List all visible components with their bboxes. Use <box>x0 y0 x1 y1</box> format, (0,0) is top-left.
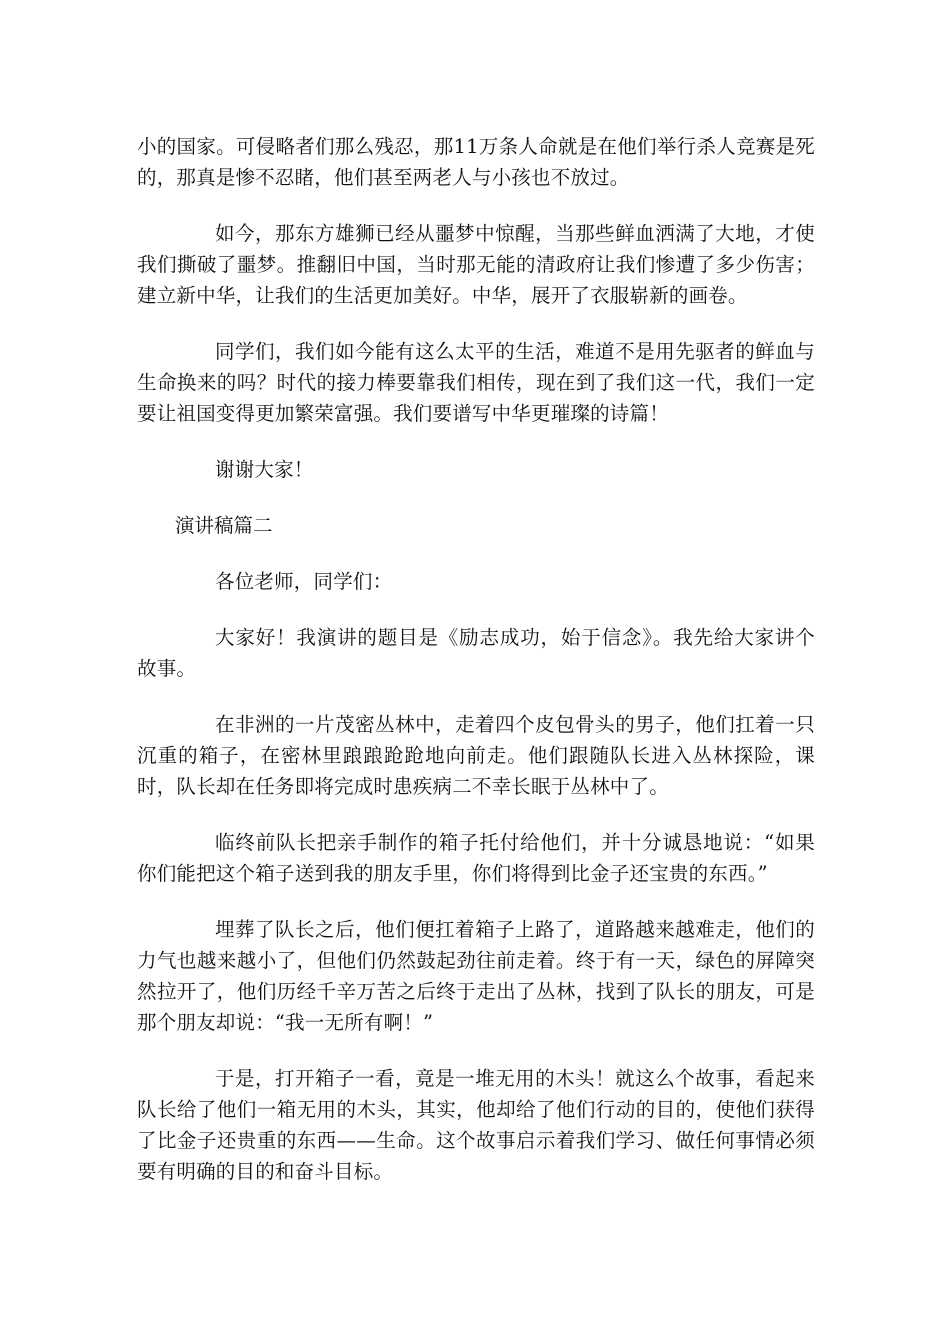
paragraph-9: 埋葬了队长之后，他们便扛着箱子上路了，道路越来越难走，他们的力气也越来越小了，但他们仍然鼓起劲往前走着。终于有一天，绿色的屏障突然拉开了，他们历经千辛万苦之后终于走出了丛林，找到了队长的朋友，可是那个朋友却说：“我一无所有啊！” <box>137 918 815 1034</box>
section-heading: 演讲稿篇二 <box>175 514 273 537</box>
paragraph-2: 如今，那东方雄狮已经从噩梦中惊醒，当那些鲜血洒满了大地，才使我们撕破了噩梦。推翻旧中国，当时那无能的清政府让我们惨遭了多少伤害；建立新中华，让我们的生活更加美好。中华，展开了衣服崭新的画卷。 <box>137 222 815 307</box>
paragraph-4: 谢谢大家！ <box>215 458 314 481</box>
document-body <box>137 131 815 1212</box>
paragraph-1: 小的国家。可侵略者们那么残忍，那11万条人命就是在他们举行杀人竞赛是死的，那真是惨不忍睹，他们甚至两老人与小孩也不放过。 <box>137 135 815 189</box>
paragraph-5: 各位老师，同学们： <box>215 570 393 593</box>
paragraph-8: 临终前队长把亲手制作的箱子托付给他们，并十分诚恳地说：“如果你们能把这个箱子送到我的朋友手里，你们将得到比金子还宝贵的东西。” <box>137 831 815 885</box>
paragraph-7: 在非洲的一片茂密丛林中，走着四个皮包骨头的男子，他们扛着一只沉重的箱子，在密林里踉踉跄跄地向前走。他们跟随队长进入丛林探险，课时，队长却在任务即将完成时患疾病二不幸长眠于丛林中了。 <box>137 713 815 798</box>
paragraph-3: 同学们，我们如今能有这么太平的生活，难道不是用先驱者的鲜血与生命换来的吗？时代的接力棒要靠我们相传，现在到了我们这一代，我们一定要让祖国变得更加繁荣富强。我们要谱写中华更璀璨的诗篇！ <box>137 340 815 425</box>
paragraph-6: 大家好！我演讲的题目是《励志成功，始于信念》。我先给大家讲个故事。 <box>137 626 815 680</box>
paragraph-10: 于是，打开箱子一看，竟是一堆无用的木头！就这么个故事，看起来队长给了他们一箱无用的木头，其实，他却给了他们行动的目的，使他们获得了比金子还贵重的东西——生命。这个故事启示着我们学习、做任何事情必须要有明确的目的和奋斗目标。 <box>137 1067 815 1183</box>
